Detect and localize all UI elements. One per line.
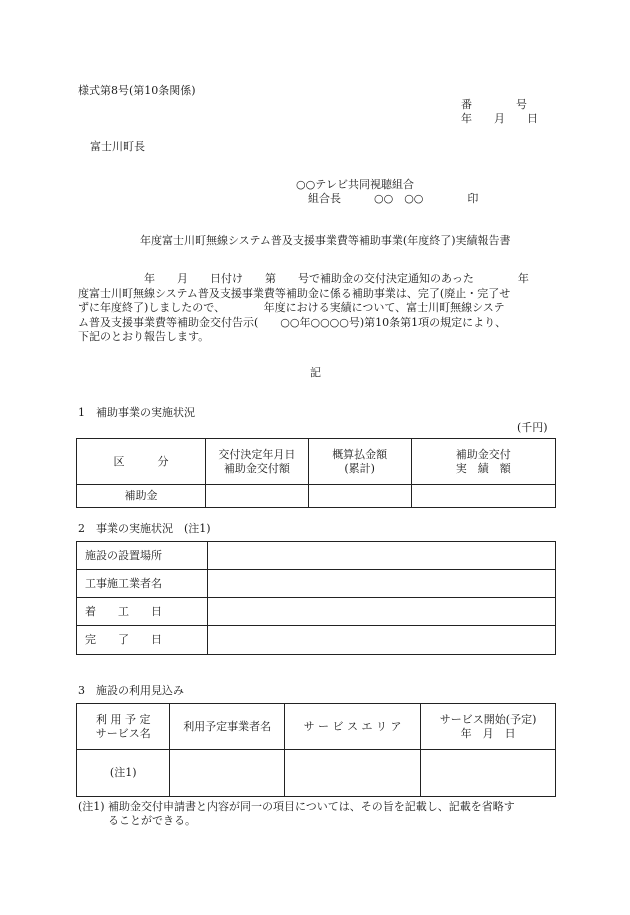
table-section2 (76, 541, 556, 655)
body-line: 下記のとおり報告します。 (78, 330, 210, 343)
row-label: 施設の設置場所 (77, 542, 208, 570)
note-line2: ることができる。 (108, 814, 196, 827)
header-service-area: サ ー ビ ス エ リ ア (284, 704, 420, 750)
row-label: 工事施工業者名 (77, 570, 208, 598)
section2-heading: 2 事業の実施状況 (注1) (78, 522, 211, 535)
note-prefix: (注1) (78, 800, 105, 813)
body-paragraph (78, 272, 560, 345)
empty-cell (284, 750, 420, 797)
body-line: 年 月 日付け 第 号で補助金の交付決定通知のあった 年 (78, 272, 529, 285)
unit-label: (千円) (517, 421, 548, 434)
report-title: 年度富士川町無線システム普及支援事業費等補助事業(年度終了)実績報告書 (140, 234, 511, 247)
row-label-note: (注1) (77, 750, 170, 797)
ki-label: 記 (310, 366, 321, 379)
empty-cell (208, 542, 556, 570)
empty-cell (170, 750, 284, 797)
header-start-date: サービス開始(予定) 年 月 日 (421, 704, 556, 750)
row-label-hojokin: 補助金 (77, 485, 206, 508)
header-kofu-kettei: 交付決定年月日 補助金交付額 (206, 439, 309, 485)
body-line: 度富士川町無線システム普及支援事業費等補助金に係る補助事業は、完了(廃止・完了せ (78, 286, 511, 300)
empty-cell (208, 626, 556, 655)
section1-heading: 1 補助事業の実施状況 (78, 406, 195, 419)
empty-cell (206, 485, 309, 508)
header-service-name: 利 用 予 定 サービス名 (77, 704, 170, 750)
header-operator: 利用予定事業者名 (170, 704, 284, 750)
row-label: 着 工 日 (77, 598, 208, 626)
header-gaisan: 概算払金額 (累計) (308, 439, 411, 485)
form-id: 様式第8号(第10条関係) (78, 84, 196, 97)
empty-cell (411, 485, 555, 508)
org-name: ○○テレビ共同視聴組合 (296, 178, 414, 191)
header-jisseki: 補助金交付 実 績 額 (411, 439, 555, 485)
row-label: 完 了 日 (77, 626, 208, 655)
addressee: 富士川町長 (90, 140, 145, 153)
section3-heading: 3 施設の利用見込み (78, 684, 184, 697)
table-section3 (76, 703, 556, 797)
empty-cell (308, 485, 411, 508)
body-line: ずに年度終了)しましたので、 年度における実績について、富士川町無線システ (78, 301, 505, 314)
header-kubun: 区 分 (77, 439, 206, 485)
empty-cell (421, 750, 556, 797)
date-line: 年 月 日 (461, 112, 538, 125)
representative: 組合長 ○○ ○○ 印 (308, 192, 479, 205)
body-line: ム普及支援事業費等補助金交付告示( ○○年○○○○号)第10条第1項の規定により、 (78, 315, 507, 329)
note-line1: 補助金交付申請書と内容が同一の項目については、その旨を記載し、記載を省略す (108, 800, 515, 813)
number-line: 番 号 (461, 98, 527, 111)
table-section1 (76, 438, 556, 508)
empty-cell (208, 570, 556, 598)
empty-cell (208, 598, 556, 626)
